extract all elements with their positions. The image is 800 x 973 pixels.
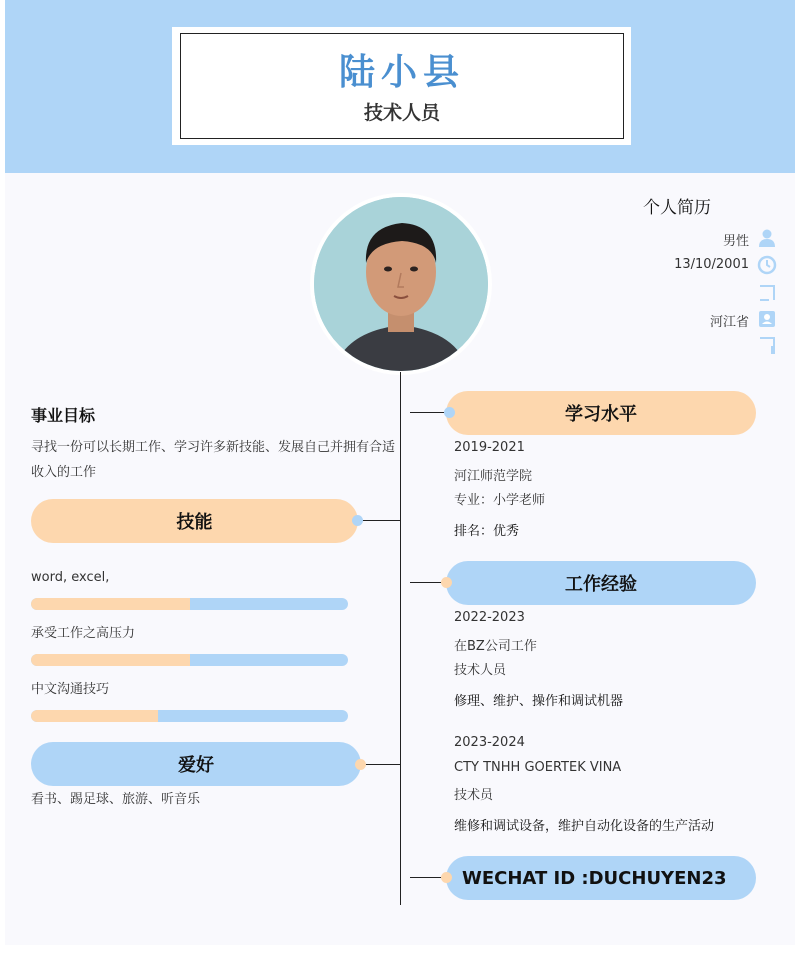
location-value: 河江省 [709, 315, 749, 330]
job-period: 2022-2023 [454, 610, 525, 625]
gender-value: 男性 [722, 234, 749, 249]
skill-label: 承受工作之高压力 [31, 626, 136, 641]
hobbies-connector [362, 764, 400, 765]
education-rank: 排名：优秀 [454, 524, 520, 539]
job-role: 技术人员 [454, 663, 507, 678]
skill-bar [31, 598, 348, 610]
skills-connector [362, 520, 400, 521]
resume-page [5, 0, 795, 945]
skill-bar [31, 710, 348, 722]
skills-heading: 技能 [31, 499, 358, 543]
career-text: 寻找一份可以长期工作、学习许多新技能、发展自己并拥有合适收入的工作 [31, 440, 396, 480]
skill-bar-fill [31, 710, 158, 722]
job-description: 修理、维护、操作和调试机器 [454, 694, 624, 709]
education-period: 2019-2021 [454, 440, 525, 455]
hobbies-text: 看书、踢足球、旅游、听音乐 [31, 792, 201, 807]
career-heading: 事业目标 [31, 406, 96, 425]
experience-dot [441, 577, 452, 588]
skill-bar-fill [31, 598, 190, 610]
job-period: 2023-2024 [454, 735, 525, 750]
clock-icon [757, 255, 777, 275]
hobbies-heading: 爱好 [31, 742, 361, 786]
education-dot [444, 407, 455, 418]
phone-icon [757, 282, 777, 302]
header-band [5, 0, 795, 173]
job-title: 技术人员 [363, 102, 440, 124]
name-card-border [180, 33, 624, 139]
contact-card-icon [757, 309, 777, 329]
name-card [172, 27, 631, 145]
skill-label: word, excel, [31, 570, 110, 585]
job-description: 维修和调试设备，维护自动化设备的生产活动 [454, 819, 715, 834]
birthdate-value: 13/10/2001 [674, 257, 749, 272]
email-icon [757, 336, 777, 356]
skill-label: 中文沟通技巧 [31, 682, 110, 697]
experience-heading: 工作经验 [446, 561, 756, 605]
job-company: 在BZ公司工作 [454, 639, 537, 654]
job-role: 技术员 [454, 788, 494, 803]
skill-bar [31, 654, 348, 666]
education-school: 河江师范学院 [454, 469, 533, 484]
profile-photo [310, 193, 492, 375]
skills-dot [352, 515, 363, 526]
education-heading: 学习水平 [446, 391, 756, 435]
skill-bar-fill [31, 654, 190, 666]
education-major: 专业：小学老师 [454, 493, 546, 508]
user-icon [757, 228, 777, 248]
photo-image [314, 197, 488, 371]
job-company: CTY TNHH GOERTEK VINA [454, 760, 622, 775]
hobbies-dot [355, 759, 366, 770]
resume-label: 个人简历 [643, 198, 711, 218]
wechat-id: WECHAT ID :DUCHUYEN23 [446, 856, 756, 900]
wechat-dot [441, 872, 452, 883]
person-name: 陆小县 [338, 52, 465, 93]
